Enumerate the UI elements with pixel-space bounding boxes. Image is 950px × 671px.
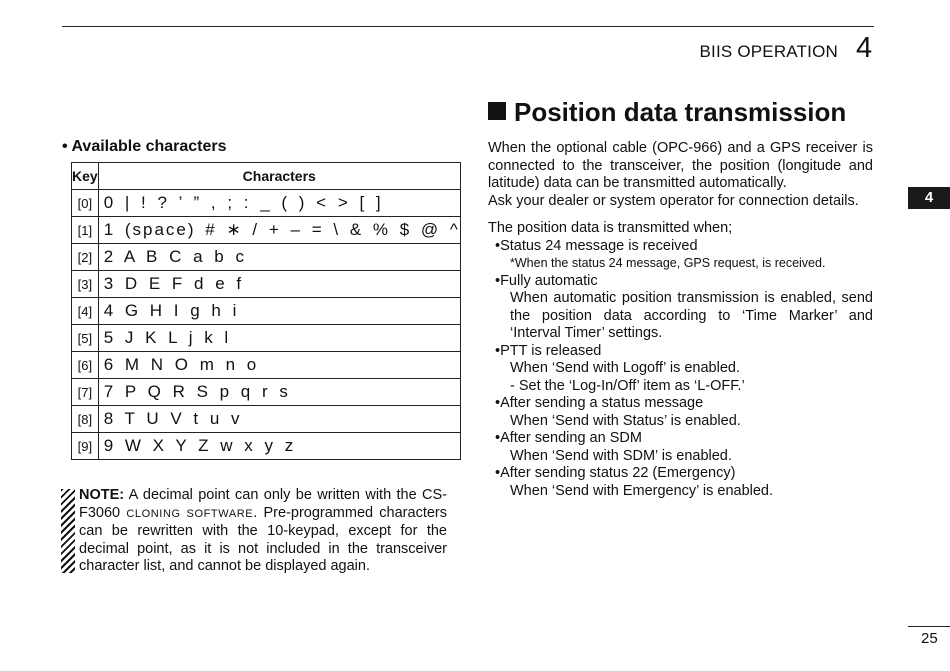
list-item-detail: When ‘Send with Emergency’ is enabled. xyxy=(510,482,774,499)
table-row xyxy=(72,325,461,352)
list-item-detail: When ‘Send with SDM’ is enabled. xyxy=(510,447,732,464)
list-item: •After sending an SDM xyxy=(495,430,642,446)
note-part-2: . Pre-programmed characters can be rewritten with the 10-keypad, except for the decimal point, as it is not included in the transceiver character list, and cannot be displayed again. xyxy=(79,504,447,574)
column-header-characters: Characters xyxy=(98,163,460,190)
list-item: •After sending status 22 (Emergency) xyxy=(495,465,736,481)
characters-table xyxy=(71,162,461,460)
characters-cell: 8 T U V t u v xyxy=(98,406,460,433)
characters-cell: 5 J K L j k l xyxy=(98,325,460,352)
list-item: •PTT is released xyxy=(495,342,602,359)
key-cell: [5] xyxy=(72,325,99,352)
list-item-detail: When automatic position transmission is enabled, send the position data according to ‘Time Marker’ and ‘Interval Timer’ settings. xyxy=(510,290,873,341)
table-row xyxy=(72,217,461,244)
characters-cell: 3 D E F d e f xyxy=(98,271,460,298)
chapter-number: 4 xyxy=(856,32,873,64)
characters-cell: 7 P Q R S p q r s xyxy=(98,379,460,406)
transmission-conditions xyxy=(488,220,873,500)
list-item: •Fully automatic xyxy=(495,272,598,289)
table-row xyxy=(72,406,461,433)
list-item-note: *When the status 24 message, GPS request, is received. xyxy=(510,256,826,270)
table-row xyxy=(72,190,461,217)
note-hatch-icon xyxy=(61,489,75,573)
available-characters-heading: • Available characters xyxy=(62,138,227,155)
position-data-title: Position data transmission xyxy=(514,97,847,127)
square-bullet-icon xyxy=(488,102,506,120)
header-rule xyxy=(62,26,874,27)
table-row xyxy=(72,244,461,271)
note-text xyxy=(79,487,447,576)
list-item: •After sending a status message xyxy=(495,395,704,411)
characters-cell: 4 G H I g h i xyxy=(98,298,460,325)
characters-cell: 9 W X Y Z w x y z xyxy=(98,433,460,460)
conditions-heading: The position data is transmitted when; xyxy=(488,220,733,236)
position-data-heading xyxy=(488,97,846,128)
footer-rule xyxy=(908,626,950,627)
section-title: BIIS OPERATION xyxy=(699,42,838,61)
column-header-key: Key xyxy=(72,163,99,190)
key-cell: [3] xyxy=(72,271,99,298)
characters-cell: 1 (space) # ∗ / + – = \ & % $ @ ^ xyxy=(98,217,460,244)
characters-cell: 0 | ! ? ’ ” , ; : _ ( ) < > [ ] xyxy=(98,190,460,217)
page-number: 25 xyxy=(921,630,938,647)
chapter-tab: 4 xyxy=(908,187,950,209)
key-cell: [6] xyxy=(72,352,99,379)
intro-dealer-paragraph: Ask your dealer or system operator for connection details. xyxy=(488,192,859,209)
table-row xyxy=(72,352,461,379)
list-item: •Status 24 message is received xyxy=(495,237,698,254)
table-header-row xyxy=(72,163,461,190)
key-cell: [7] xyxy=(72,379,99,406)
list-item-detail: When ‘Send with Logoff’ is enabled. xyxy=(510,360,740,376)
note-part-1: A decimal point can only be written with the CS-F3060 xyxy=(79,487,447,521)
cloning-software-label: CLONING SOFTWARE xyxy=(126,507,254,520)
note-label: NOTE: xyxy=(79,487,125,503)
key-cell: [8] xyxy=(72,406,99,433)
table-row xyxy=(72,433,461,460)
key-cell: [9] xyxy=(72,433,99,460)
key-cell: [2] xyxy=(72,244,99,271)
list-item-subnote: - Set the ‘Log-In/Off’ item as ‘L-OFF.’ xyxy=(510,377,745,394)
list-item-detail: When ‘Send with Status’ is enabled. xyxy=(510,412,741,429)
table-row xyxy=(72,379,461,406)
characters-cell: 6 M N O m n o xyxy=(98,352,460,379)
table-row xyxy=(72,271,461,298)
table-row xyxy=(72,298,461,325)
key-cell: [0] xyxy=(72,190,99,217)
intro-text xyxy=(488,140,873,210)
key-cell: [1] xyxy=(72,217,99,244)
key-cell: [4] xyxy=(72,298,99,325)
intro-paragraph: When the optional cable (OPC-966) and a GPS receiver is connected to the transceiver, the position (longitude and latitude) data can be transmitted automatically. xyxy=(488,140,873,191)
characters-cell: 2 A B C a b c xyxy=(98,244,460,271)
